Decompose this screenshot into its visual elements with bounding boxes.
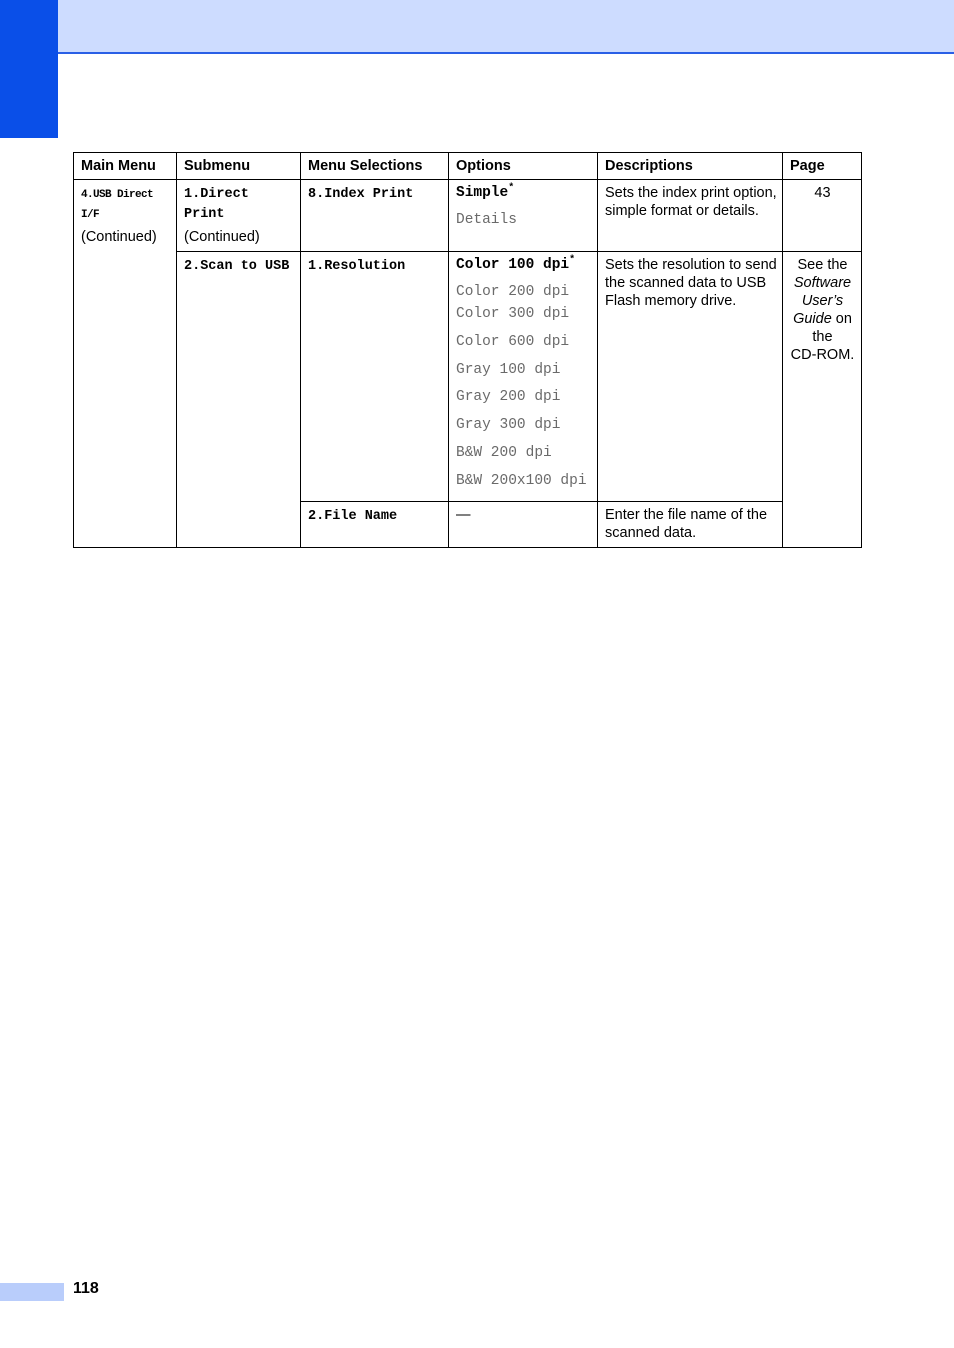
option-item: Color 200 dpi bbox=[456, 284, 570, 300]
options-cell bbox=[449, 252, 598, 502]
column-header-menu-selections: Menu Selections bbox=[301, 153, 449, 180]
menu-selection-label: 8.Index Print bbox=[308, 187, 414, 202]
guide-title: Software User’s Guide bbox=[793, 275, 852, 327]
page-ref-prefix: See the bbox=[797, 257, 848, 273]
main-menu-cell bbox=[74, 180, 177, 548]
description-cell: Sets the index print option, simple format or details. bbox=[598, 180, 783, 252]
submenu-label: 1.Direct Print bbox=[184, 187, 249, 222]
menu-selection-cell bbox=[301, 252, 449, 502]
chapter-tab bbox=[0, 0, 58, 138]
submenu-cell bbox=[177, 252, 301, 548]
option-item: B&W 200 dpi bbox=[456, 444, 552, 461]
table-row bbox=[74, 252, 862, 502]
menu-selection-label: 2.File Name bbox=[308, 508, 398, 524]
footer-band bbox=[0, 1283, 64, 1301]
option-item: Gray 200 dpi bbox=[456, 389, 561, 406]
options-cell bbox=[449, 180, 598, 252]
column-header-submenu: Submenu bbox=[177, 153, 301, 180]
description-cell: Enter the file name of the scanned data. bbox=[598, 501, 783, 547]
submenu-label: 2.Scan to USB bbox=[184, 259, 290, 274]
submenu-cell bbox=[177, 180, 301, 252]
main-menu-continued: (Continued) bbox=[81, 229, 157, 245]
table-header-row bbox=[74, 153, 862, 180]
menu-selection-cell bbox=[301, 501, 449, 547]
menu-selection-label: 1.Resolution bbox=[308, 259, 406, 274]
description-cell: Sets the resolution to send the scanned data to USB Flash memory drive. bbox=[598, 252, 783, 502]
table-row bbox=[74, 180, 862, 252]
option-item: Gray 100 dpi bbox=[456, 361, 561, 378]
menu-selection-cell bbox=[301, 180, 449, 252]
option-item: Details bbox=[456, 212, 517, 228]
default-option: Color 100 dpi* bbox=[456, 255, 576, 273]
option-item: Color 600 dpi bbox=[456, 333, 570, 350]
submenu-continued: (Continued) bbox=[184, 229, 260, 245]
options-cell: — bbox=[449, 501, 598, 547]
option-item: B&W 200x100 dpi bbox=[456, 472, 587, 489]
option-item: Gray 300 dpi bbox=[456, 417, 561, 434]
column-header-descriptions: Descriptions bbox=[598, 153, 783, 180]
page-number: 118 bbox=[73, 1280, 99, 1297]
default-option: Simple* bbox=[456, 183, 515, 201]
main-menu-label: 4.USB Direct I/F bbox=[81, 189, 154, 221]
header-band bbox=[0, 0, 954, 54]
page-reference: See the Software User’s Guide on the CD-ROM. bbox=[783, 252, 862, 548]
column-header-options: Options bbox=[449, 153, 598, 180]
menu-table bbox=[73, 152, 862, 548]
column-header-main-menu: Main Menu bbox=[74, 153, 177, 180]
column-header-page: Page bbox=[783, 153, 862, 180]
page-reference: 43 bbox=[783, 180, 862, 252]
option-item: Color 300 dpi bbox=[456, 306, 570, 322]
